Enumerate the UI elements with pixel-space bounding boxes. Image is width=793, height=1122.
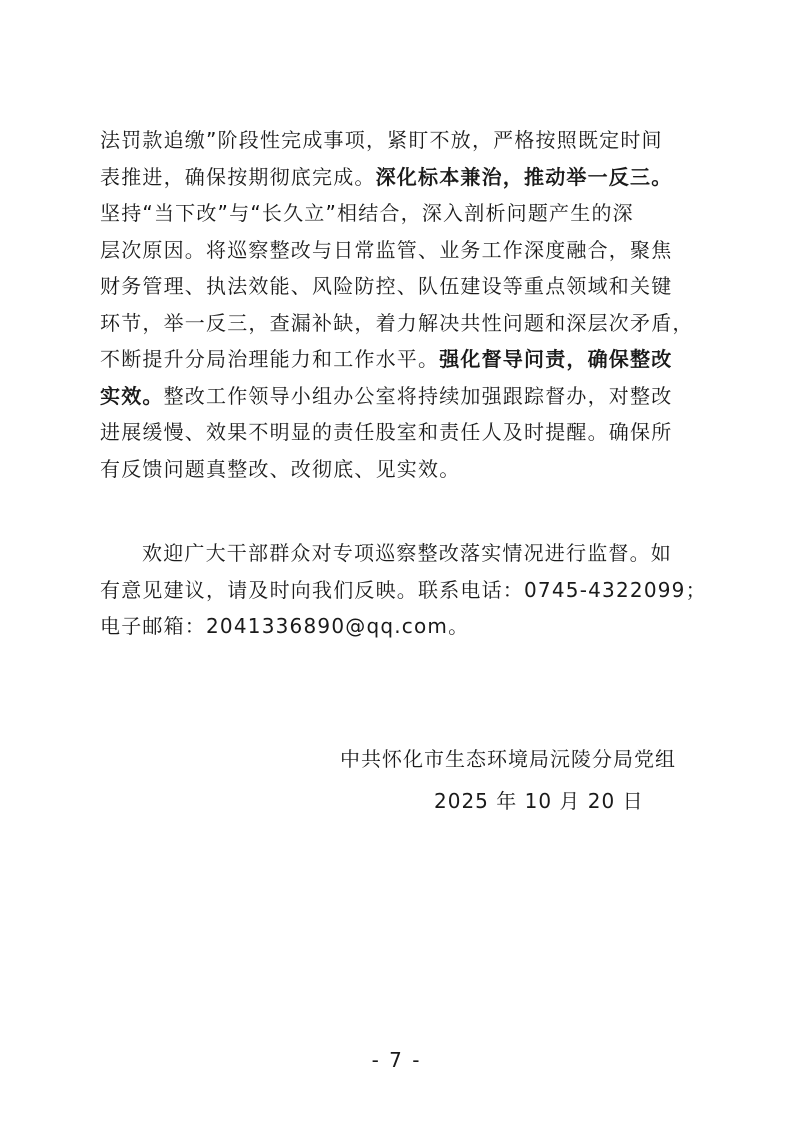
text-line	[100, 195, 700, 232]
text-run: 电子邮箱：2041336890@qq.com。	[100, 614, 470, 638]
text-line	[100, 341, 700, 378]
signature-organization: 中共怀化市生态环境局沅陵分局党组	[340, 747, 676, 771]
text-line	[100, 122, 700, 159]
text-run: 欢迎广大干部群众对专项巡察整改落实情况进行监督。如	[142, 541, 672, 565]
signature-date: 2025 年 10 月 20 日	[434, 789, 644, 813]
text-line	[100, 535, 700, 572]
text-run: 表推进，确保按期彻底完成。	[100, 164, 376, 189]
bold-heading-run: 强化督导问责，确保整改	[439, 347, 673, 371]
text-run: 层次原因。将巡察整改与日常监管、业务工作深度融合，聚焦	[100, 237, 673, 262]
text-run: 法罚款追缴”阶段性完成事项，紧盯不放，严格按照既定时间	[100, 128, 663, 152]
text-line	[100, 268, 700, 305]
text-line	[100, 159, 700, 196]
text-line	[100, 378, 700, 415]
text-run: 环节，举一反三，查漏补缺，着力解决共性问题和深层次矛盾，	[100, 310, 694, 335]
paragraph-contact	[100, 535, 707, 645]
contact-email-line	[100, 608, 700, 645]
paragraph-rectification-measures	[100, 122, 700, 487]
text-line	[100, 414, 700, 451]
bold-heading-run: 实效。	[100, 383, 164, 408]
text-run: 整改工作领导小组办公室将持续加强跟踪督办，对整改	[163, 383, 673, 408]
contact-phone-line	[100, 572, 707, 609]
text-run: 有意见建议，请及时向我们反映。联系电话：0745-4322099；	[100, 577, 707, 602]
text-run: 不断提升分局治理能力和工作水平。	[100, 347, 440, 371]
text-line	[100, 232, 700, 269]
text-run: 坚持“当下改”与“长久立”相结合，深入剖析问题产生的深	[100, 201, 634, 225]
page-number: - 7 -	[371, 1048, 422, 1072]
text-run: 有反馈问题真整改、改彻底、见实效。	[100, 456, 461, 481]
bold-heading-run: 深化标本兼治，推动举一反三。	[375, 164, 673, 189]
text-line	[100, 305, 700, 342]
text-run: 财务管理、执法效能、风险防控、队伍建设等重点领域和关键	[100, 274, 673, 298]
text-line	[100, 451, 700, 488]
text-run: 进展缓慢、效果不明显的责任股室和责任人及时提醒。确保所	[100, 420, 673, 444]
